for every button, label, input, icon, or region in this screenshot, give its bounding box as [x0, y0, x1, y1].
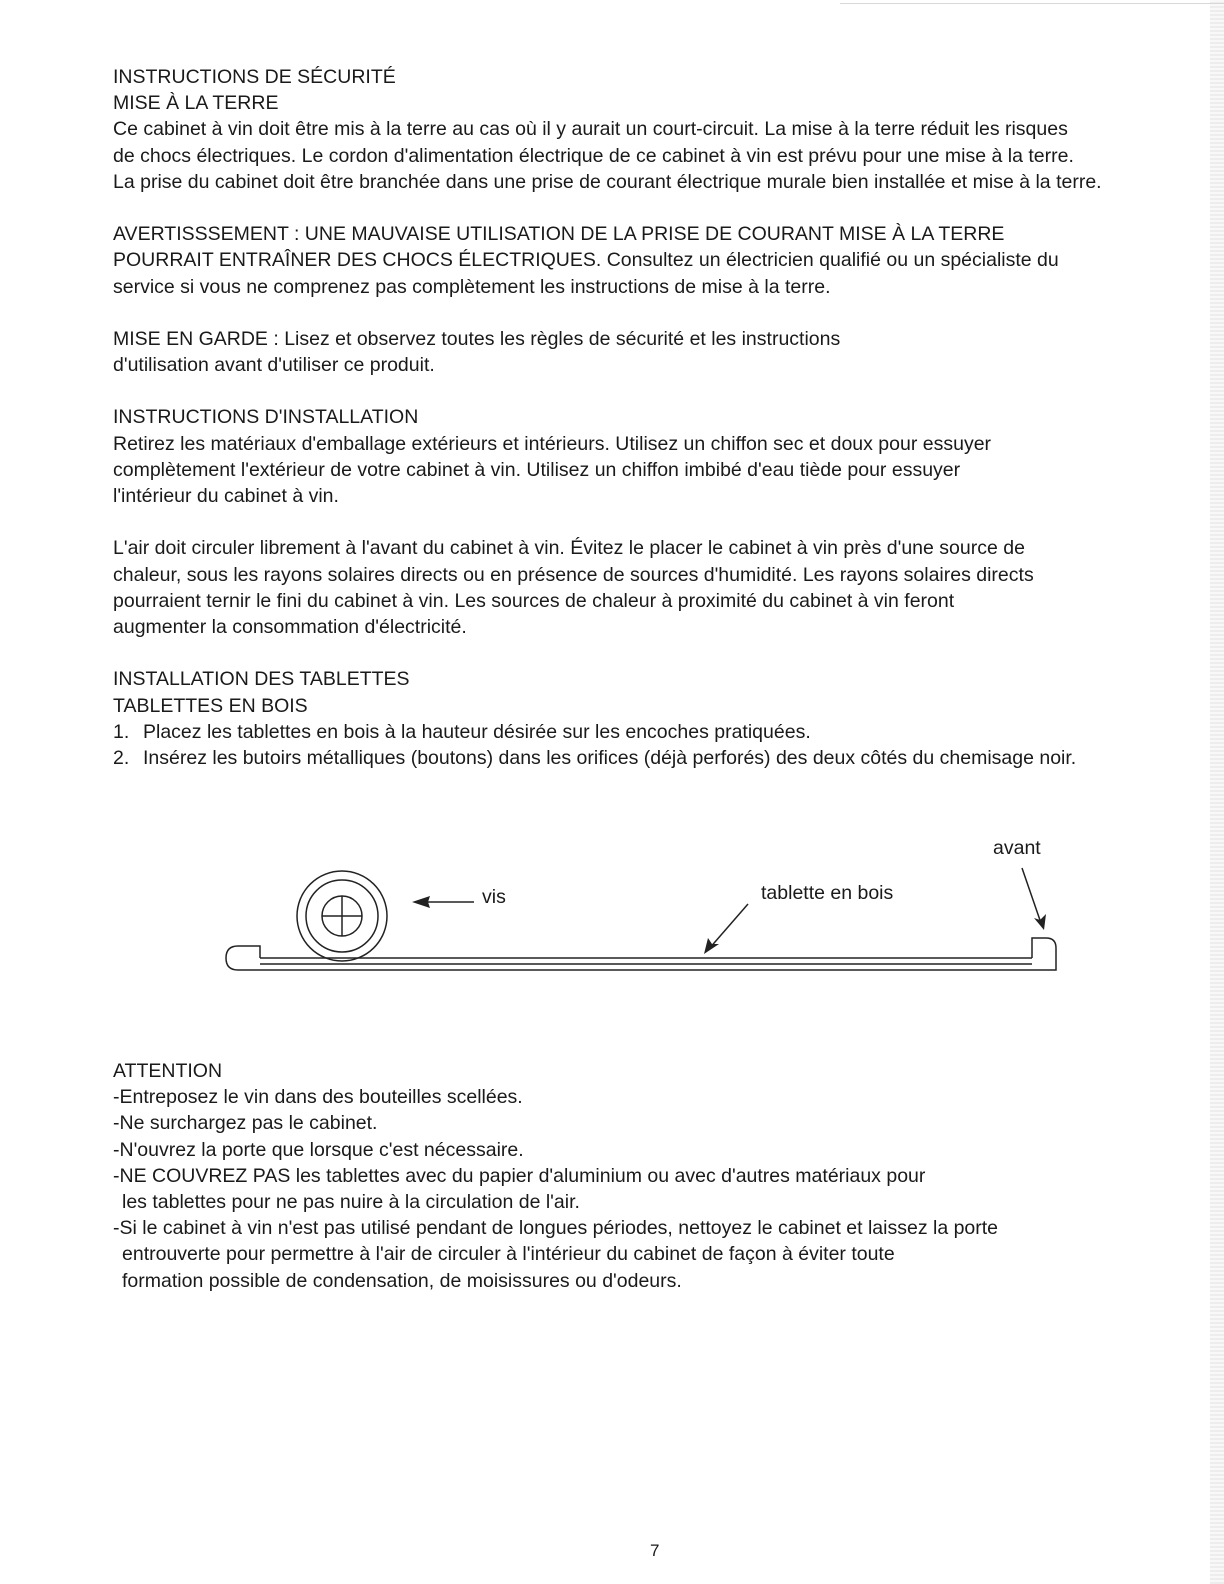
- safety-line: de chocs électriques. Le cordon d'alimentation électrique de ce cabinet à vin est prévu pour une mise à la terre.: [113, 144, 1074, 167]
- attention-title: ATTENTION: [113, 1060, 223, 1082]
- scan-top-rule: [840, 3, 1224, 4]
- airflow-line: chaleur, sous les rayons solaires directs ou en présence de sources d'humidité. Les rayons solaires directs: [113, 563, 1034, 586]
- attention-line: -Ne surchargez pas le cabinet.: [113, 1112, 378, 1135]
- shelves-subtitle: TABLETTES EN BOIS: [113, 694, 308, 717]
- document-body: [113, 64, 1224, 771]
- airflow-line: L'air doit circuler librement à l'avant du cabinet à vin. Évitez le placer le cabinet à vin près d'une source de: [113, 537, 1025, 560]
- airflow-line: augmenter la consommation d'électricité.: [113, 615, 467, 638]
- safety-line: La prise du cabinet doit être branchée dans une prise de courant électrique murale bien installée et mise à la terre.: [113, 170, 1102, 193]
- airflow-line: pourraient ternir le fini du cabinet à vin. Les sources de chaleur à proximité du cabinet à vin feront: [113, 589, 955, 612]
- warning-line: service si vous ne comprenez pas complètement les instructions de mise à la terre.: [113, 275, 831, 298]
- front-arrow-line: [1022, 868, 1042, 926]
- step-text: Placez les tablettes en bois à la hauteur désirée sur les encoches pratiquées.: [143, 720, 811, 743]
- shelf-diagram-drawing: [220, 830, 1070, 990]
- caution-line: MISE EN GARDE : Lisez et observez toutes les règles de sécurité et les instructions: [113, 327, 841, 350]
- safety-line: Ce cabinet à vin doit être mis à la terre au cas où il y aurait un court-circuit. La mise à la terre réduit les risques: [113, 118, 1068, 141]
- installation-line: Retirez les matériaux d'emballage extérieurs et intérieurs. Utilisez un chiffon sec et doux pour essuyer: [113, 432, 992, 455]
- attention-line: -NE COUVREZ PAS les tablettes avec du papier d'aluminium ou avec d'autres matériaux pour: [113, 1164, 926, 1187]
- step-text: Insérez les butoirs métalliques (boutons) dans les orifices (déjà perforés) des deux côtés du chemisage noir.: [143, 746, 1077, 769]
- installation-title: INSTRUCTIONS D'INSTALLATION: [113, 406, 419, 429]
- shelf-arrow-line: [708, 904, 748, 950]
- step-number: 1.: [113, 720, 130, 743]
- shelves-title: INSTALLATION DES TABLETTES: [113, 668, 410, 691]
- front-label: avant: [993, 837, 1041, 859]
- shelf-step: [113, 745, 1224, 771]
- page-number: 7: [650, 1541, 660, 1560]
- attention-line: -Si le cabinet à vin n'est pas utilisé pendant de longues périodes, nettoyez le cabinet et laissez la porte: [113, 1217, 999, 1240]
- attention-section: [113, 1058, 1224, 1294]
- attention-line: -N'ouvrez la porte que lorsque c'est nécessaire.: [113, 1138, 524, 1161]
- warning-line: AVERTISSSEMENT : UNE MAUVAISE UTILISATION DE LA PRISE DE COURANT MISE À LA TERRE: [113, 223, 1005, 246]
- installation-line: l'intérieur du cabinet à vin.: [113, 485, 339, 507]
- screw-arrow-head: [412, 896, 430, 908]
- safety-subtitle: MISE À LA TERRE: [113, 92, 279, 115]
- shelf-left-end: [226, 946, 260, 970]
- caution-line: d'utilisation avant d'utiliser ce produit.: [113, 354, 435, 377]
- shelf-diagram: [220, 830, 1070, 990]
- shelf-step: [113, 719, 1224, 745]
- shelf-label: tablette en bois: [761, 882, 894, 904]
- step-number: 2.: [113, 746, 130, 769]
- front-arrow-head: [1034, 914, 1046, 930]
- installation-line: complètement l'extérieur de votre cabinet à vin. Utilisez un chiffon imbibé d'eau tiède pour essuyer: [113, 458, 961, 481]
- attention-line: -Entreposez le vin dans des bouteilles scellées.: [113, 1086, 523, 1109]
- screw-label: vis: [482, 886, 506, 908]
- warning-line: POURRAIT ENTRAÎNER DES CHOCS ÉLECTRIQUES. Consultez un électricien qualifié ou un spécialiste du: [113, 249, 1059, 272]
- attention-line: les tablettes pour ne pas nuire à la circulation de l'air.: [122, 1190, 580, 1213]
- shelf-right-stop: [1032, 938, 1056, 970]
- safety-title: INSTRUCTIONS DE SÉCURITÉ: [113, 66, 396, 88]
- attention-line: entrouverte pour permettre à l'air de circuler à l'intérieur du cabinet de façon à éviter toute: [122, 1243, 895, 1266]
- attention-line: formation possible de condensation, de moisissures ou d'odeurs.: [122, 1269, 682, 1292]
